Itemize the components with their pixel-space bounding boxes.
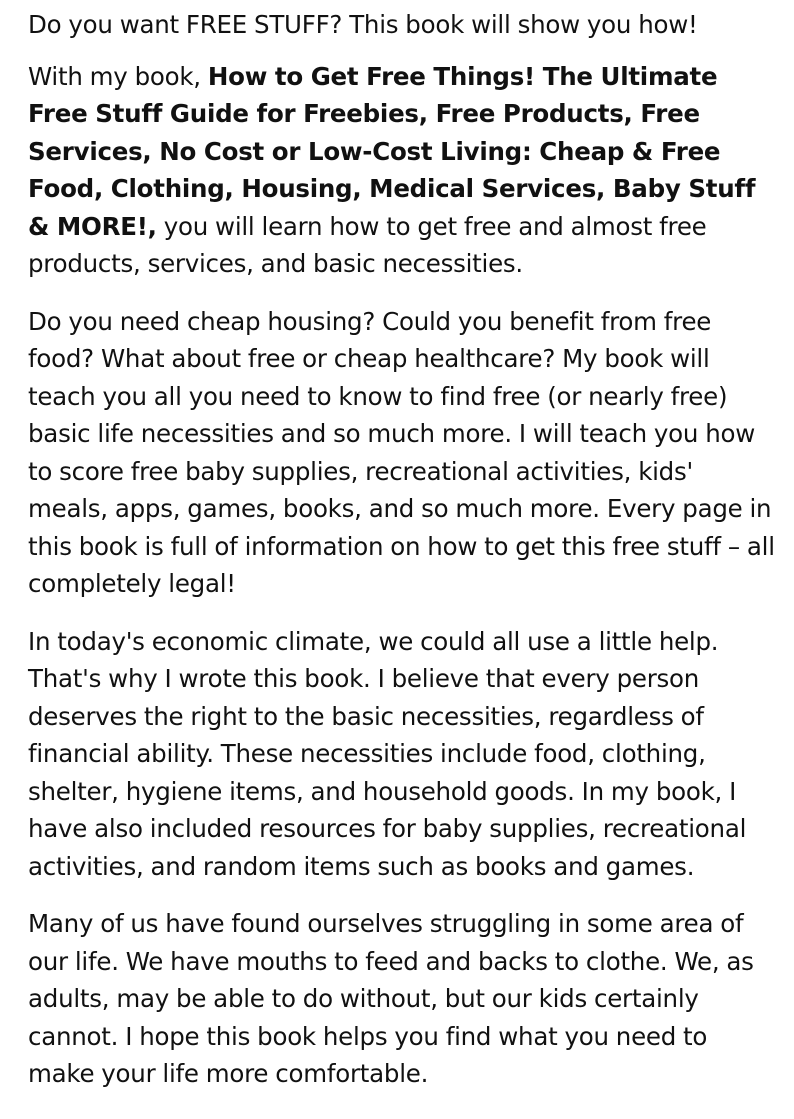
economic-climate-paragraph: In today's economic climate, we could all use a little help. That's why I wrote this book. I believe that every person deserves the right to the basic necessities, regardless of financial ability. These necessities include food, clothing, shelter, hygiene items, and household goods. In my book, I have also included resources for baby supplies, recreational activities, and random items such as books and games. — [28, 626, 747, 881]
book-description — [28, 6, 778, 1113]
book-title: How to Get Free Things! The Ultimate Free Stuff Guide for Freebies, Free Products, Free Services, No Cost or Low-Cost Living: Cheap & Free Food, Clothing, Housing, Medical Services, Baby Stuff & MORE!, — [28, 61, 756, 241]
paragraph-lead: With my book, — [28, 61, 208, 91]
intro-paragraph: Do you want FREE STUFF? This book will show you how! — [28, 10, 698, 39]
book-title-paragraph — [28, 58, 778, 283]
struggling-paragraph: Many of us have found ourselves struggling in some area of our life. We have mouths to feed and backs to clothe. We, as adults, may be able to do without, but our kids certainly cannot. I hope this book helps you find what you need to make your life more comfortable. — [28, 909, 754, 1088]
paragraph-tail: you will learn how to get free and almost free products, services, and basic necessities. — [28, 211, 707, 278]
needs-paragraph: Do you need cheap housing? Could you benefit from free food? What about free or cheap healthcare? My book will teach you all you need to know to find free (or nearly free) basic life necessities and so much more. I will teach you how to score free baby supplies, recreational activities, kids' meals, apps, games, books, and so much more. Every page in this book is full of information on how to get this free stuff – all completely legal! — [28, 306, 775, 598]
